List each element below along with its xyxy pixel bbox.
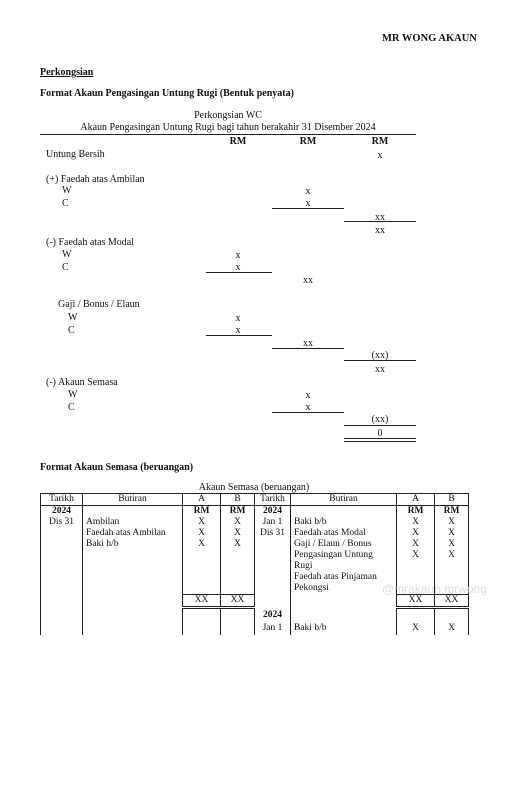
- rule: [206, 335, 272, 336]
- table-row: [41, 608, 469, 623]
- firm-name: Perkongsian WC: [194, 110, 262, 121]
- date-jan1-next: Jan 1: [255, 623, 291, 635]
- rule: [344, 360, 416, 361]
- cell-empty: [83, 595, 183, 608]
- cell-empty: [255, 572, 291, 583]
- watermark: @mrakaun.mrwong: [382, 582, 487, 596]
- total-b-left: XX: [221, 595, 255, 608]
- statement-subtitle: Akaun Pengasingan Untung Rugi bagi tahun berakahir 31 Disember 2024: [80, 122, 376, 133]
- date-jan1: Jan 1: [255, 517, 291, 528]
- cell-empty: [435, 608, 469, 623]
- cell-empty: [435, 561, 469, 572]
- table-row: [41, 550, 469, 561]
- semasa-w-value: x: [305, 390, 311, 401]
- val-cell: X: [435, 517, 469, 528]
- item-faedah-ambilan: Faedah atas Ambilan: [83, 528, 183, 539]
- val-cell: X: [435, 623, 469, 635]
- table-row: [41, 623, 469, 635]
- ambilan-w-label: W: [62, 185, 72, 196]
- cell-empty: [255, 550, 291, 561]
- val-cell: X: [221, 539, 255, 550]
- cell-empty: [183, 608, 221, 623]
- cell-empty: [41, 595, 83, 608]
- subtotal-2: xx: [375, 364, 385, 375]
- date-dis31-right: Dis 31: [255, 528, 291, 539]
- table-row: [41, 528, 469, 539]
- cell-empty: [41, 608, 83, 623]
- modal-w-label: W: [62, 249, 72, 260]
- ambilan-c-value: x: [305, 198, 311, 209]
- th-butiran-right: Butiran: [291, 494, 397, 506]
- item-rugi: Rugi: [291, 561, 397, 572]
- cell-empty: [83, 506, 183, 518]
- untung-bersih-label: Untung Bersih: [46, 149, 105, 160]
- val-cell: X: [183, 528, 221, 539]
- subtotal-1: xx: [375, 225, 385, 236]
- semasa-total: (xx): [371, 414, 389, 425]
- gaji-total: xx: [303, 338, 313, 349]
- date-dis31: Dis 31: [41, 517, 83, 528]
- cell-empty: [221, 550, 255, 561]
- cell-empty: [41, 550, 83, 561]
- val-cell: X: [183, 539, 221, 550]
- val-cell: X: [397, 539, 435, 550]
- current-account-title: Akaun Semasa (beruangan): [198, 482, 310, 493]
- item-faedah-modal: Faedah atas Modal: [291, 528, 397, 539]
- cell-empty: [83, 561, 183, 572]
- th-tarikh-left: Tarikh: [41, 494, 83, 506]
- total-b-right: XX: [435, 595, 469, 608]
- cell-empty: [183, 623, 221, 635]
- total-a-left: XX: [183, 595, 221, 608]
- cell-empty: [397, 561, 435, 572]
- gaji-c-label: C: [68, 325, 75, 336]
- item-faedah-pinjaman: Faedah atas Pinjaman: [291, 572, 397, 583]
- th-tarikh-right: Tarikh: [255, 494, 291, 506]
- cell-empty: [83, 583, 183, 595]
- table-total-row: [41, 595, 469, 608]
- final-balance: 0: [377, 428, 383, 439]
- rm-b-left: RM: [221, 506, 255, 518]
- val-cell: X: [435, 528, 469, 539]
- cell-empty: [255, 583, 291, 595]
- cell-empty: [83, 623, 183, 635]
- modal-w-value: x: [235, 250, 241, 261]
- th-b-left: B: [221, 494, 255, 506]
- rule: [272, 348, 344, 349]
- th-butiran-left: Butiran: [83, 494, 183, 506]
- cell-empty: [397, 608, 435, 623]
- val-cell: X: [435, 539, 469, 550]
- rule: [272, 208, 344, 209]
- gaji-w-value: x: [235, 313, 241, 324]
- cell-empty: [41, 583, 83, 595]
- rm-b-right: RM: [435, 506, 469, 518]
- cell-empty: [291, 595, 397, 608]
- semasa-c-value: x: [305, 402, 311, 413]
- year-right: 2024: [255, 506, 291, 518]
- heading-current-account: Format Akaun Semasa (beruangan): [40, 462, 194, 473]
- heading-statement: Format Akaun Pengasingan Untung Rugi (Bentuk penyata): [40, 88, 294, 99]
- cell-empty: [83, 550, 183, 561]
- gaji-w-label: W: [68, 312, 78, 323]
- col-header-3: RM: [371, 136, 389, 147]
- item-pengasingan: Pengasingan Untung: [291, 550, 397, 561]
- table-row: [41, 561, 469, 572]
- cell-empty: [183, 583, 221, 595]
- current-account-table: [40, 493, 469, 635]
- table-header-row: [41, 494, 469, 506]
- cell-empty: [41, 561, 83, 572]
- deduction-total: (xx): [371, 350, 389, 361]
- cell-empty: [221, 561, 255, 572]
- item-pekongsi: Pekongsi: [291, 583, 397, 595]
- untung-bersih-value: x: [377, 150, 383, 161]
- rule: [344, 425, 416, 426]
- faedah-ambilan-label: (+) Faedah atas Ambilan: [46, 174, 145, 185]
- cell-empty: [221, 572, 255, 583]
- ambilan-total: xx: [375, 212, 385, 223]
- cell-empty: [255, 539, 291, 550]
- th-b-right: B: [435, 494, 469, 506]
- modal-c-value: x: [235, 262, 241, 273]
- cell-empty: [41, 572, 83, 583]
- val-cell: X: [397, 528, 435, 539]
- item-baki-hb: Baki h/b: [83, 539, 183, 550]
- year-left: 2024: [41, 506, 83, 518]
- cell-empty: [183, 550, 221, 561]
- item-gaji: Gaji / Elaun / Bonus: [291, 539, 397, 550]
- item-baki-bb-next: Baki b/b: [291, 623, 397, 635]
- cell-empty: [291, 506, 397, 518]
- rule: [272, 412, 344, 413]
- cell-empty: [41, 623, 83, 635]
- cell-empty: [221, 583, 255, 595]
- table-row: [41, 517, 469, 528]
- rule: [344, 221, 416, 222]
- cell-empty: [183, 561, 221, 572]
- table-row: [41, 539, 469, 550]
- cell-empty: [221, 623, 255, 635]
- val-cell: X: [221, 517, 255, 528]
- rule: [206, 272, 272, 273]
- section-title: Perkongsian: [40, 67, 94, 78]
- val-cell: X: [183, 517, 221, 528]
- modal-c-label: C: [62, 262, 69, 273]
- title-underline: [40, 134, 416, 135]
- brand-header: MR WONG AKAUN: [382, 33, 477, 44]
- modal-total: xx: [303, 275, 313, 286]
- th-a-right: A: [397, 494, 435, 506]
- val-cell: X: [397, 517, 435, 528]
- double-rule: [344, 438, 416, 442]
- col-header-1: RM: [229, 136, 247, 147]
- col-header-2: RM: [299, 136, 317, 147]
- val-cell: X: [397, 623, 435, 635]
- ambilan-w-value: x: [305, 186, 311, 197]
- cell-empty: [41, 539, 83, 550]
- val-cell: X: [221, 528, 255, 539]
- cell-empty: [83, 572, 183, 583]
- semasa-w-label: W: [68, 389, 78, 400]
- total-a-right: XX: [397, 595, 435, 608]
- ambilan-c-label: C: [62, 198, 69, 209]
- faedah-modal-label: (-) Faedah atas Modal: [46, 237, 135, 248]
- item-baki-bb: Baki b/b: [291, 517, 397, 528]
- akaun-semasa-label: (-) Akaun Semasa: [46, 377, 118, 388]
- th-a-left: A: [183, 494, 221, 506]
- table-row: [41, 506, 469, 518]
- cell-empty: [255, 595, 291, 608]
- cell-empty: [291, 608, 397, 623]
- rm-a-left: RM: [183, 506, 221, 518]
- gaji-label: Gaji / Bonus / Elaun: [58, 299, 140, 310]
- cell-empty: [183, 572, 221, 583]
- cell-empty: [83, 608, 183, 623]
- cell-empty: [255, 561, 291, 572]
- val-cell: X: [435, 550, 469, 561]
- item-ambilan: Ambilan: [83, 517, 183, 528]
- cell-empty: [41, 528, 83, 539]
- rm-a-right: RM: [397, 506, 435, 518]
- year-next: 2024: [255, 608, 291, 623]
- val-cell: X: [397, 550, 435, 561]
- semasa-c-label: C: [68, 402, 75, 413]
- gaji-c-value: x: [235, 325, 241, 336]
- cell-empty: [221, 608, 255, 623]
